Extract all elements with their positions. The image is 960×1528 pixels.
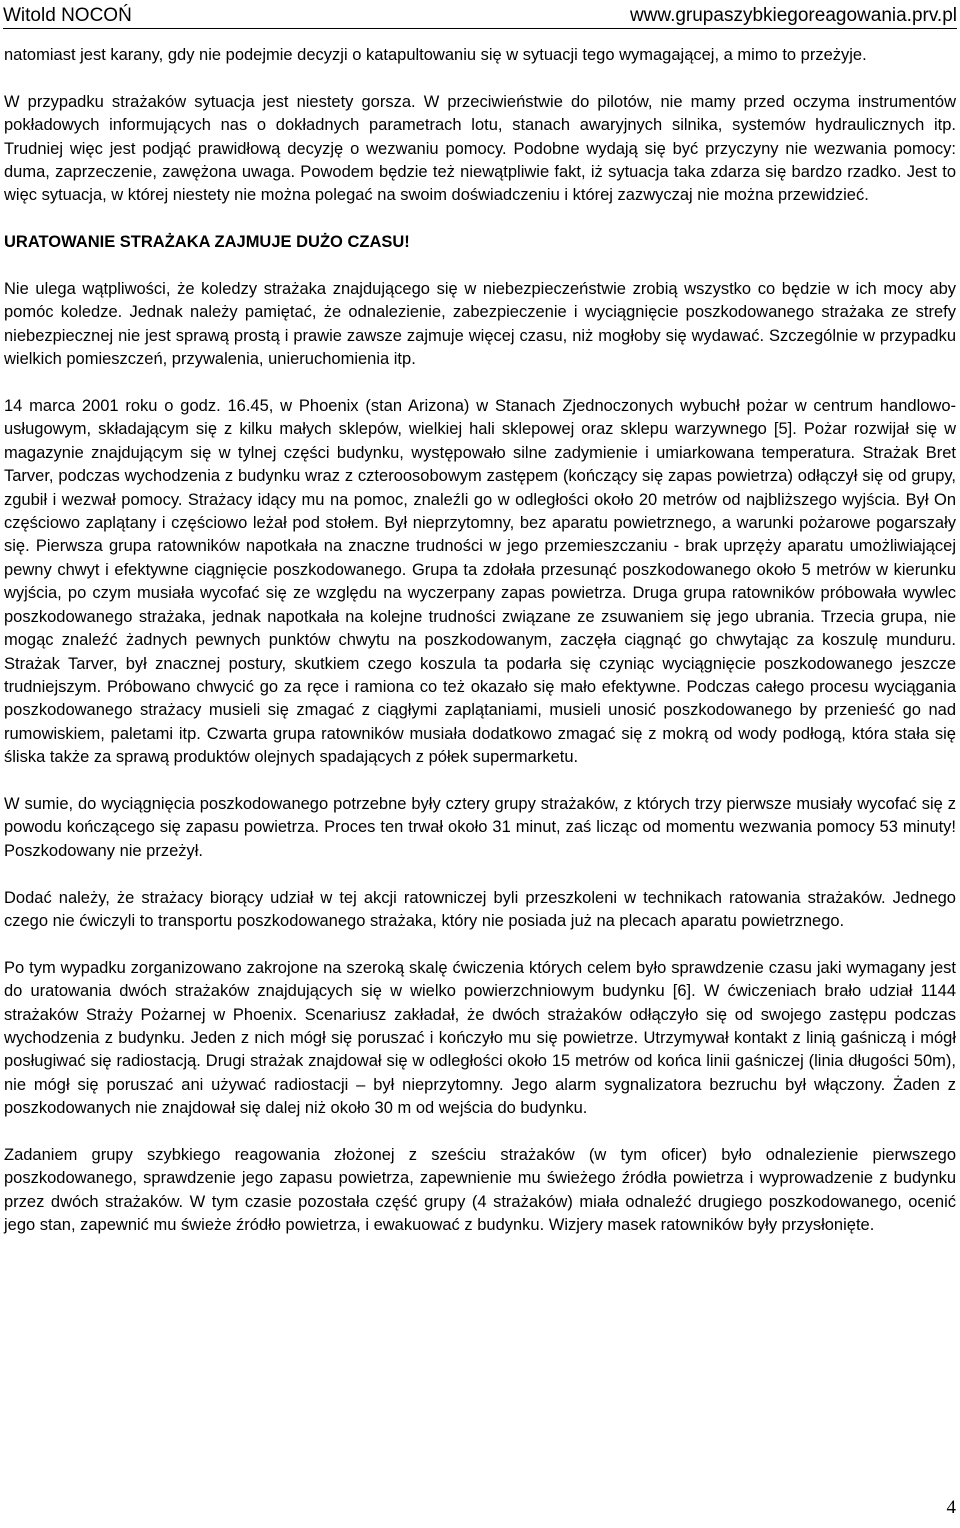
page-header (3, 2, 957, 29)
paragraph: Dodać należy, że strażacy biorący udział w tej akcji ratowniczej byli przeszkoleni w technikach ratowania strażaków. Jednego czego nie ćwiczyli to transportu poszkodowanego strażaka, który nie posiada już na plecach aparatu powietrznego. (4, 888, 956, 930)
header-author: Witold NOCOŃ (3, 5, 132, 26)
paragraph: natomiast jest karany, gdy nie podejmie decyzji o katapultowaniu się w sytuacji tego wymagającej, a mimo to przeżyje. (4, 46, 867, 64)
paragraph: 14 marca 2001 roku o godz. 16.45, w Phoenix (stan Arizona) w Stanach Zjednoczonych wybuchł pożar w centrum handlowo-usługowym, składającym się z kilku małych sklepów, wielkiej hali sklepowej oraz sklepu warzywnego [5]. Pożar rozwijał się w magazynie znajdującym się w tylnej części budynku, występowało silne zadymienie i umiarkowana temperatura. Strażak Bret Tarver, podczas wychodzenia z budynku wraz z czteroosobowym zastępem (kończący się zapas powietrza) odłączył się od grupy, zgubił i wezwał pomocy. Strażacy idący mu na pomoc, znaleźli go w odległości około 20 metrów od najbliższego wyjścia. Był On częściowo zaplątany i częściowo leżał pod stołem. Był nieprzytomny, bez aparatu powietrznego, a warunki pożarowe pogarszały się. Pierwsza grupa ratowników napotkała na znaczne trudności w jego przemieszczaniu - brak uprzęży aparatu umożliwiającej pewny chwyt i efektywne ciągnięcie poszkodowanego. Grupa ta zdołała przesunąć poszkodowanego około 5 metrów w kierunku wyjścia, po czym musiała wycofać się ze względu na wyczerpany zapas powietrza. Druga grupa ratowników próbowała wywlec poszkodowanego strażaka, jednak napotkała na kolejne trudności związane ze zsuwaniem się jego ubrania. Trzecia grupa, nie mogąc znaleźć żadnych pewnych punktów chwytu na poszkodowanym, zaczęła ciągnąć go chwytając za koszulę munduru. Strażak Tarver, był znacznej postury, skutkiem czego koszula ta podarła się czyniąc wyciągnięcie poszkodowanego jeszcze trudniejszym. Próbowano chwycić go za ręce i ramiona co też okazało się mało efektywne. Podczas całego procesu wyciągania poszkodowanego strażacy musieli się zmagać z ciągłymi zaplątaniami, musieli unosić poszkodowanego by przenieść go nad rumowiskiem, paletami itp. Czwarta grupa ratowników musiała dodatkowo zmagać się z mokrą od wody podłogą, która stała się śliska także za sprawą produktów olejnych spadających z półek supermarketu. (4, 397, 956, 767)
header-website: www.grupaszybkiegoreagowania.prv.pl (629, 5, 957, 26)
paragraph: W sumie, do wyciągnięcia poszkodowanego potrzebne były cztery grupy strażaków, z których trzy pierwsze musiały wycofać się z powodu kończącego się zapasu powietrza. Proces ten trwał około 31 minut, zaś licząc od momentu wezwania pomocy 53 minuty! Poszkodowany nie przeżył. (4, 794, 956, 860)
paragraph: W przypadku strażaków sytuacja jest niestety gorsza. W przeciwieństwie do pilotów, nie mamy przed oczyma instrumentów pokładowych informujących nas o dokładnych parametrach lotu, stanach awaryjnych silnika, systemów hydraulicznych itp. Trudniej więc jest podjąć prawidłową decyzję o wezwaniu pomocy. Podobne wydają się być przyczyny nie wezwania pomocy: duma, zaprzeczenie, zawężona uwaga. Powodem będzie też niewątpliwie fakt, iż sytuacja taka zdarza się bardzo rzadko. Jest to więc sytuacja, w której niestety nie można polegać na swoim doświadczeniu i której zazwyczaj nie można przewidzieć. (4, 92, 956, 205)
paragraph: Po tym wypadku zorganizowano zakrojone na szeroką skalę ćwiczenia których celem było sprawdzenie czasu jaki wymagany jest do uratowania dwóch strażaków znajdujących się w wielko powierzchniowym budynku [6]. W ćwiczeniach brało udział 1144 strażaków Straży Pożarnej w Phoenix. Scenariusz zakładał, że dwóch strażaków odłączyło się od swojego zastępu podczas wychodzenia z budynku. Jeden z nich mógł się poruszać i kończyło mu się powietrze. Utrzymywał kontakt z linią gaśniczą i mógł posługiwać się radiostacją. Drugi strażak znajdował się w odległości około 15 metrów od końca linii gaśniczej (linia długości 50m), nie mógł się poruszać ani używać radiostacji – był nieprzytomny. Jego alarm sygnalizatora bezruchu był włączony. Żaden z poszkodowanych nie znajdował się dalej niż około 30 m od wejścia do budynku. (4, 958, 956, 1118)
paragraph: Nie ulega wątpliwości, że koledzy strażaka znajdującego się w niebezpieczeństwie zrobią wszystko co będzie w ich mocy aby pomóc koledze. Jednak należy pamiętać, że odnalezienie, zabezpieczenie i wyciągnięcie poszkodowanego strażaka ze strefy niebezpiecznej nie jest sprawą prostą i prawie zawsze zajmuje więcej czasu, niż mogłoby się wydawać. Szczególnie w przypadku wielkich pomieszczeń, przywalenia, unieruchomienia itp. (4, 280, 956, 369)
section-heading: URATOWANIE STRAŻAKA ZAJMUJE DUŻO CZASU! (4, 233, 410, 252)
document-body (4, 44, 956, 1261)
page-number: 4 (946, 1497, 956, 1518)
paragraph: Zadaniem grupy szybkiego reagowania złożonej z sześciu strażaków (w tym oficer) było odnalezienie pierwszego poszkodowanego, sprawdzenie jego zapasu powietrza, zapewnienie mu świeżego źródła powietrza i wyprowadzenie z budynku przez dwóch strażaków. W tym czasie pozostała część grupy (4 strażaków) miała odnaleźć drugiego poszkodowanego, ocenić jego stan, zapewnić mu świeże źródło powietrza, i ewakuować z budynku. Wizjery masek ratowników były przysłonięte. (4, 1145, 956, 1235)
